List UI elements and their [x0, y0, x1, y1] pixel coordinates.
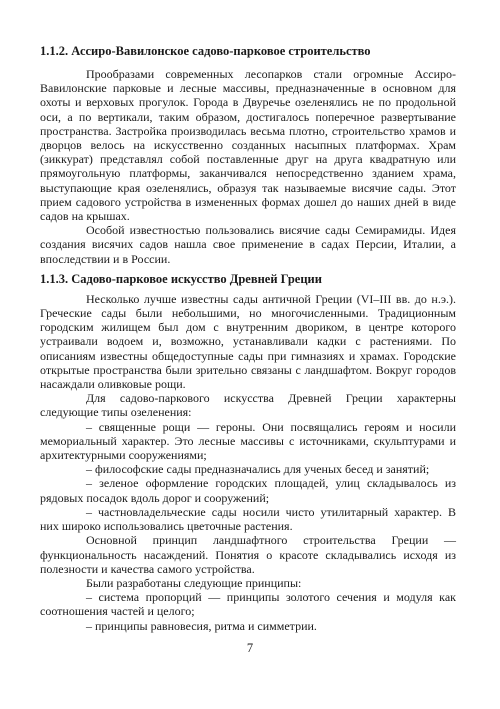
paragraph: Основной принцип ландшафтного строительства Греции — функциональность насаждений. Понятия о красоте складывались исходя из полезности и качества самого устройства. [40, 533, 456, 576]
paragraph: Прообразами современных лесопарков стали огромные Ассиро-Вавилонские парковые и лесные массивы, предназначенные в основном для охоты и верховых прогулок. Города в Двуречье озеленялись не по продольной оси, а по вертикали, таким образом, достигалось поперечное развертывание пространства. Застройка производилась весьма плотно, строительство храмов и дворцов велось на искусственно созданных насыпных платформах. Храм (зиккурат) представлял собой поставленные друг на друга квадратную или прямоугольную платформы, заканчивался непосредственно зданием храма, выступающие края озеленялись, образуя так называемые висячие сады. Этот прием садового устройства в измененных формах дошел до наших дней в виде садов на крышах. [40, 67, 456, 224]
section-heading-assyro-babylonian: 1.1.2. Ассиро-Вавилонское садово-парковое строительство [40, 44, 371, 58]
list-item: – философские сады предназначались для ученых бесед и занятий; [86, 462, 430, 477]
list-item: – принципы равновесия, ритма и симметрии. [86, 618, 317, 633]
paragraph: Несколько лучше известны сады античной Греции (VI–III вв. до н.э.). Греческие сады были небольшими, но многочисленными. Традиционным городским жилищем был дом с внутренним двориком, в центре которого устраивали водоем и, возможно, устанавливали кадки с растениями. По описаниям известны общедоступные сады при гимназиях и храмах. Городские открытые пространства были зрительно связаны с ландшафтом. Вокруг городов насаждали оливковые рощи. [40, 291, 456, 392]
section-heading-ancient-greece: 1.1.3. Садово-парковое искусство Древней Греции [40, 271, 322, 286]
list-item: – зеленое оформление городских площадей, улиц складывалось из рядовых посадок вдоль дорог и сооружений; [40, 476, 456, 505]
list-item: – частновладельческие сады носили чисто утилитарный характер. В них широко использовались цветочные растения. [40, 504, 456, 534]
paragraph: Особой известностью пользовались висячие сады Семирамиды. Идея создания висячих садов нашла свое применение в садах Персии, Италии, а впоследствии и в России. [40, 223, 456, 266]
list-item: – система пропорций — принципы золотого сечения и модуля как соотношения частей и целого; [40, 590, 456, 619]
page-content [40, 44, 456, 633]
paragraph: Для садово-паркового искусства Древней Греции характерны следующие типы озеленения: [40, 391, 456, 420]
paragraph: Были разработаны следующие принципы: [86, 575, 302, 590]
page-number: 7 [246, 641, 254, 655]
list-item: – священные рощи — героны. Они посвящались героям и носили мемориальный характер. Это лесные массивы с источниками, скульптурами и архитектурными сооружениями; [40, 419, 456, 463]
